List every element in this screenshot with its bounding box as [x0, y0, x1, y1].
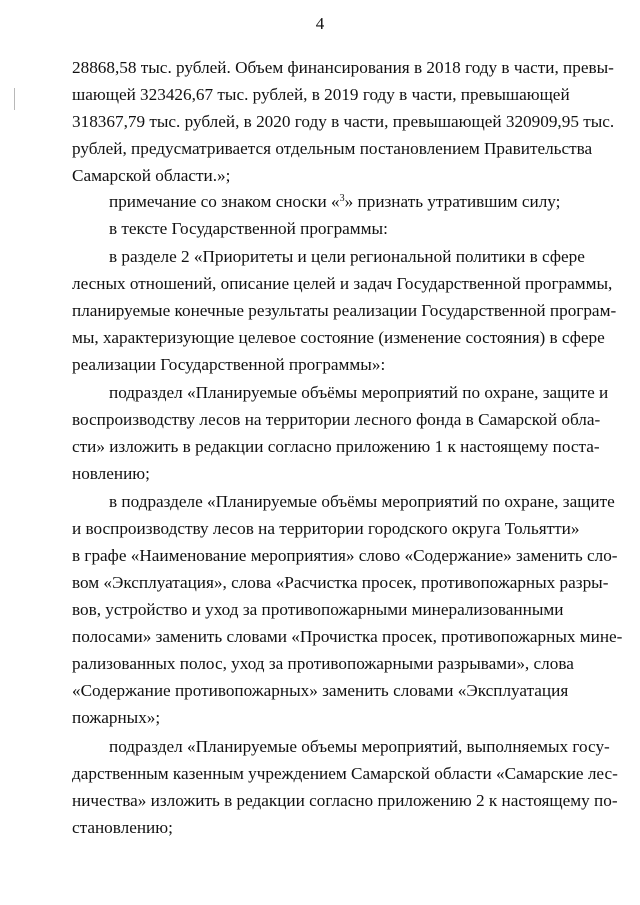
text-line: подраздел «Планируемые объёмы мероприятий по охране, защите и	[109, 383, 609, 402]
text-line: «Содержание противопожарных» заменить словами «Эксплуатация	[72, 681, 569, 700]
text-line: рализованных полос, уход за противопожарными разрывами», слова	[72, 654, 574, 673]
text-line: и воспроизводству лесов на территории городского округа Тольятти»	[72, 519, 580, 538]
text-line: рублей, предусматривается отдельным постановлением Правительства	[72, 139, 593, 158]
text-line: шающей 323426,67 тыс. рублей, в 2019 году в части, превышающей	[72, 85, 570, 104]
text-fragment: примечание со знаком сноски «	[109, 192, 340, 211]
text-line: в тексте Государственной программы:	[109, 219, 388, 238]
text-line: в графе «Наименование мероприятия» слово «Содержание» заменить сло-	[72, 546, 618, 565]
text-fragment: » признать утратившим силу;	[344, 192, 561, 211]
page-number: 4	[315, 14, 325, 33]
text-line: новлению;	[72, 464, 150, 483]
text-line: ничества» изложить в редакции согласно приложению 2 к настоящему по-	[72, 791, 618, 810]
scan-margin-mark	[14, 88, 15, 110]
text-line: вом «Эксплуатация», слова «Расчистка просек, противопожарных разры-	[72, 573, 609, 592]
text-line: подраздел «Планируемые объемы мероприятий, выполняемых госу-	[109, 737, 610, 756]
footnote-paragraph-line	[109, 189, 560, 215]
text-line: Самарской области.»;	[72, 166, 231, 185]
text-line: вов, устройство и уход за противопожарными минерализованными	[72, 600, 564, 619]
text-line: в разделе 2 «Приоритеты и цели региональной политики в сфере	[109, 247, 585, 266]
text-line: полосами» заменить словами «Прочистка просек, противопожарных мине-	[72, 627, 623, 646]
text-line: становлению;	[72, 818, 173, 837]
text-line: 318367,79 тыс. рублей, в 2020 году в части, превышающей 320909,95 тыс.	[72, 112, 615, 131]
text-line: дарственным казенным учреждением Самарской области «Самарские лес-	[72, 764, 618, 783]
footnote-number: 3	[339, 193, 345, 204]
text-line: реализации Государственной программы»:	[72, 355, 386, 374]
text-line: в подразделе «Планируемые объёмы мероприятий по охране, защите	[109, 492, 615, 511]
text-line: пожарных»;	[72, 708, 161, 727]
text-line: сти» изложить в редакции согласно приложению 1 к настоящему поста-	[72, 437, 600, 456]
text-line: 28868,58 тыс. рублей. Объем финансирования в 2018 году в части, превы-	[72, 58, 614, 77]
text-line: планируемые конечные результаты реализации Государственной програм-	[72, 301, 617, 320]
text-line: воспроизводству лесов на территории лесного фонда в Самарской обла-	[72, 410, 601, 429]
text-line: лесных отношений, описание целей и задач Государственной программы,	[72, 274, 613, 293]
text-line: мы, характеризующие целевое состояние (изменение состояния) в сфере	[72, 328, 605, 347]
